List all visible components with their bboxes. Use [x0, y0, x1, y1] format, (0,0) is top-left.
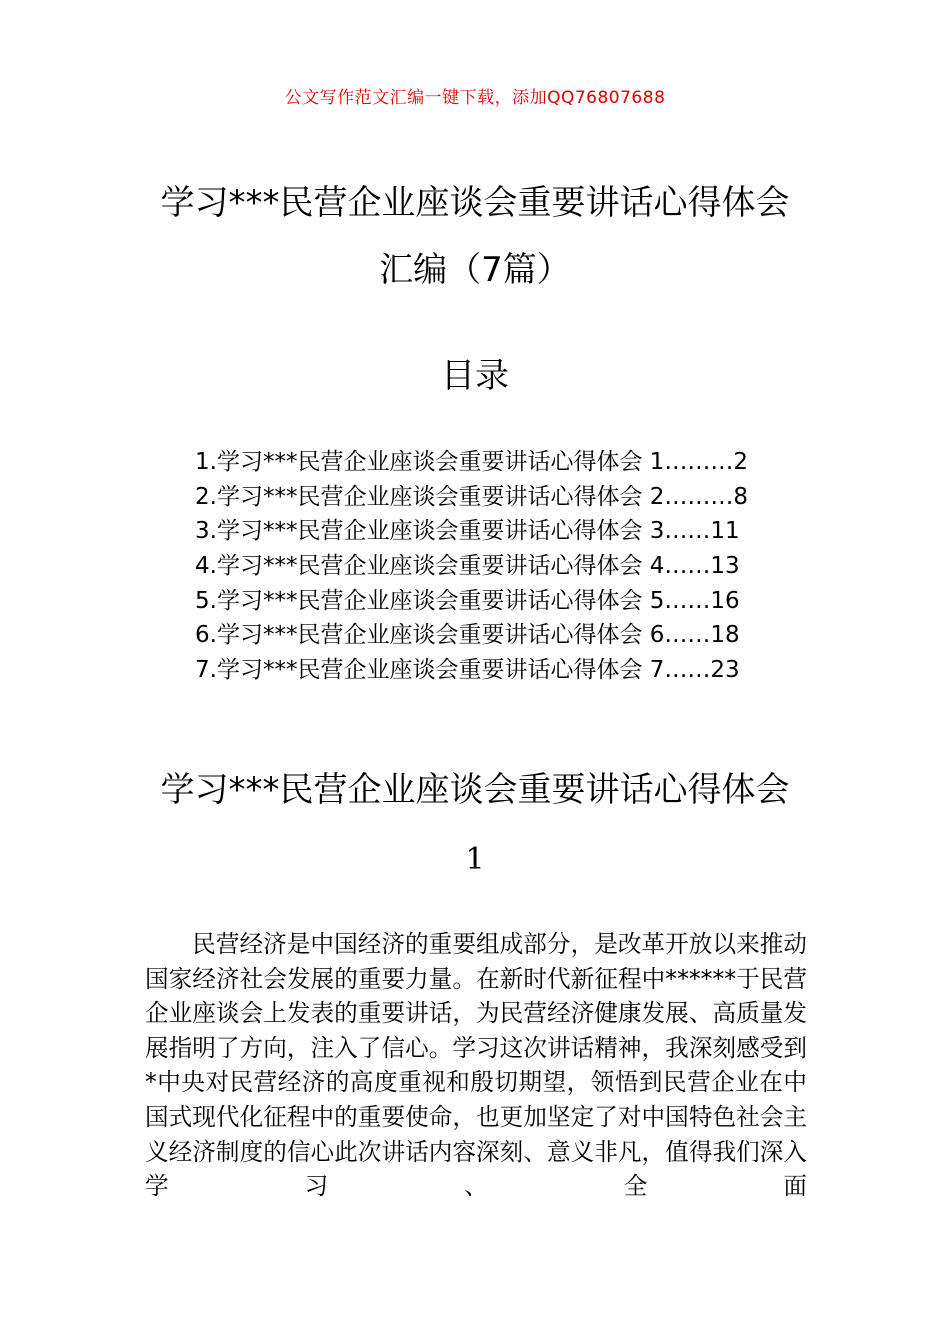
toc-item-2[interactable]: 2.学习***民营企业座谈会重要讲话心得体会 2………8	[195, 483, 749, 510]
toc-item-5[interactable]: 5.学习***民营企业座谈会重要讲话心得体会 5……16	[195, 587, 740, 614]
toc-item-3[interactable]: 3.学习***民营企业座谈会重要讲话心得体会 3……11	[195, 518, 740, 545]
document-title-line-1: 学习***民营企业座谈会重要讲话心得体会	[160, 183, 790, 223]
table-of-contents	[195, 445, 815, 688]
toc-item-6[interactable]: 6.学习***民营企业座谈会重要讲话心得体会 6……18	[195, 622, 740, 649]
section-number: 1	[465, 842, 485, 877]
section-title: 学习***民营企业座谈会重要讲话心得体会	[160, 770, 790, 810]
toc-item-1[interactable]: 1.学习***民营企业座谈会重要讲话心得体会 1………2	[195, 449, 749, 475]
document-title-line-2: 汇编（7篇）	[379, 250, 571, 290]
toc-heading: 目录	[441, 356, 509, 396]
header-promo-note: 公文写作范文汇编一键下载，添加QQ76807688	[284, 88, 666, 108]
body-paragraph: 民营经济是中国经济的重要组成部分，是改革开放以来推动国家经济社会发展的重要力量。在新时代新征程中******于民营企业座谈会上发表的重要讲话，为民营经济健康发展、高质量发展指明了方向，注入了信心。学习这次讲话精神，我深刻感受到*中央对民营经济的高度重视和殷切期望，领悟到民营企业在中国式现代化征程中的重要使命，也更加坚定了对中国特色社会主义经济制度的信心此次讲话内容深刻、意义非凡，值得我们深入学习、全面	[145, 930, 807, 1201]
toc-item-4[interactable]: 4.学习***民营企业座谈会重要讲话心得体会 4……13	[195, 553, 740, 580]
toc-item-7[interactable]: 7.学习***民营企业座谈会重要讲话心得体会 7……23	[195, 657, 740, 684]
